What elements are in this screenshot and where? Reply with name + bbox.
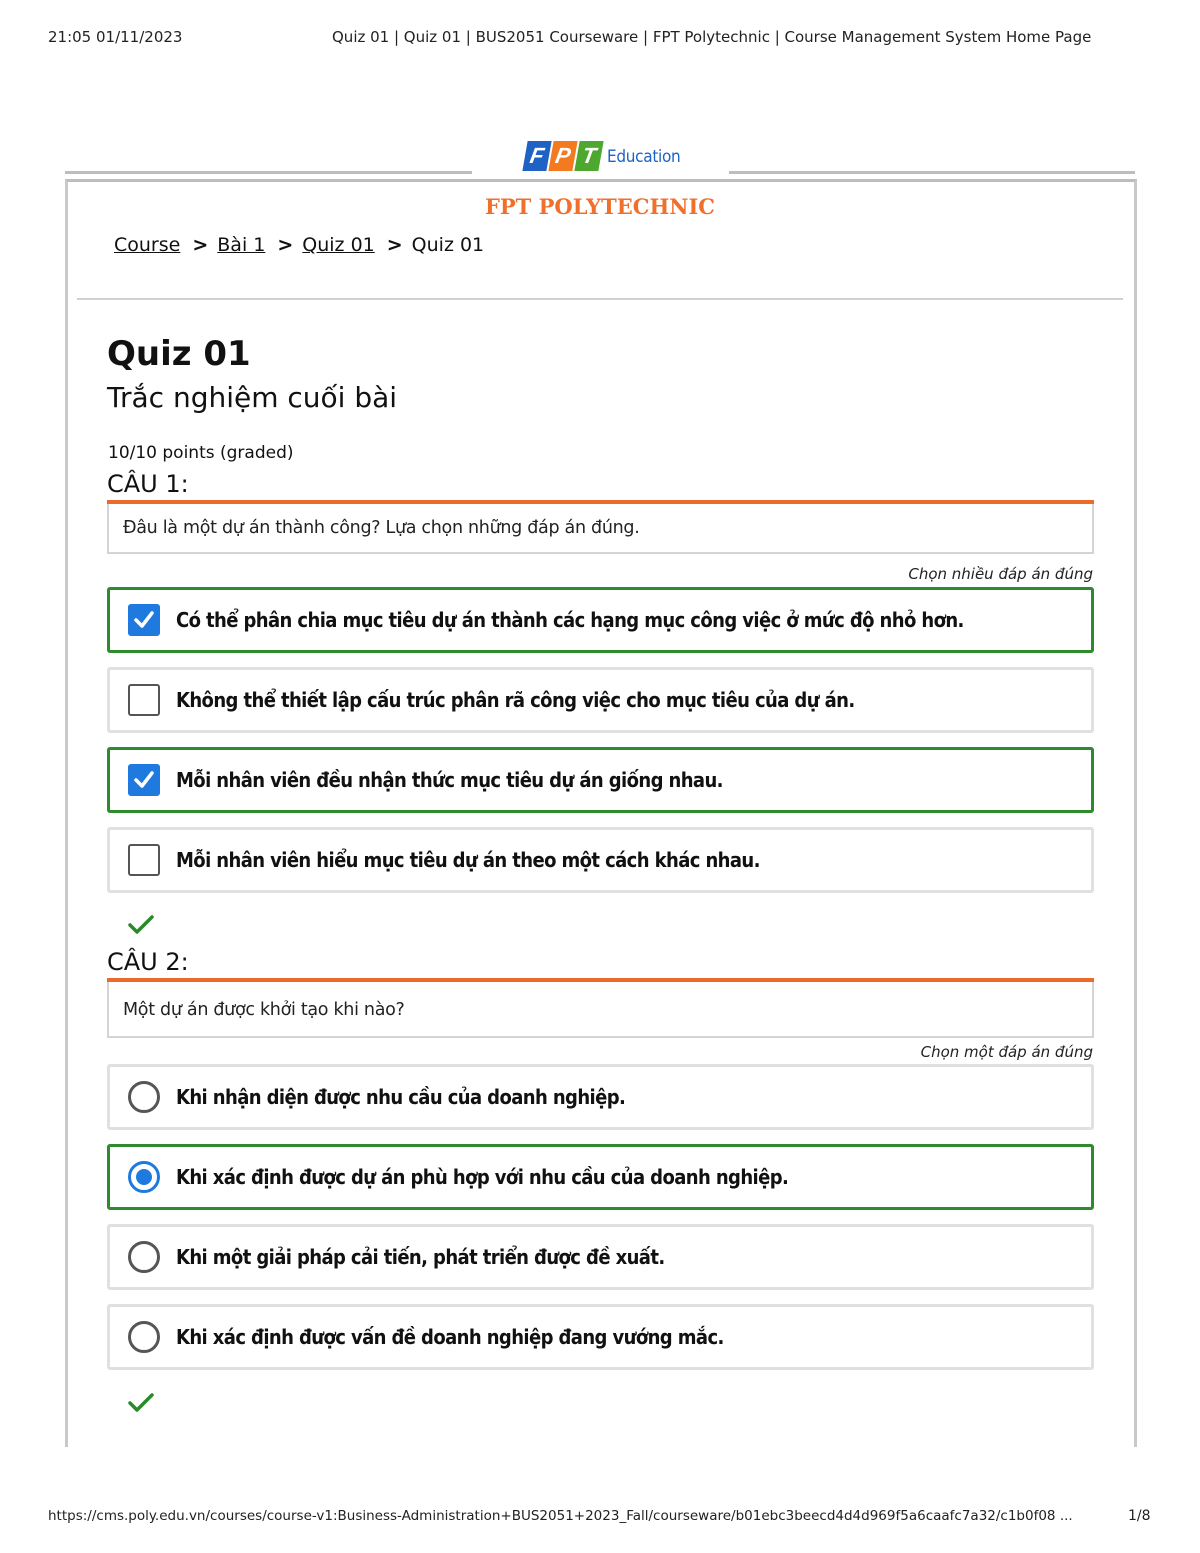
question-1-text: Đâu là một dự án thành công? Lựa chọn những đáp án đúng. bbox=[107, 504, 1094, 554]
option-label: Có thể phân chia mục tiêu dự án thành các hạng mục công việc ở mức độ nhỏ hơn. bbox=[176, 608, 964, 632]
option-label: Khi xác định được dự án phù hợp với nhu cầu của doanh nghiệp. bbox=[176, 1165, 789, 1189]
logo-letter-t: T bbox=[574, 141, 603, 171]
check-icon bbox=[128, 914, 154, 936]
chevron-right-icon: > bbox=[386, 234, 403, 256]
question-1-option-2[interactable] bbox=[107, 667, 1094, 733]
breadcrumb-link-course[interactable]: Course bbox=[114, 234, 181, 256]
chevron-right-icon: > bbox=[192, 234, 209, 256]
brand-name: FPT POLYTECHNIC bbox=[484, 194, 716, 219]
breadcrumb bbox=[114, 234, 484, 256]
breadcrumb-current: Quiz 01 bbox=[411, 234, 485, 256]
option-label: Mỗi nhân viên hiểu mục tiêu dự án theo một cách khác nhau. bbox=[176, 848, 760, 872]
checkbox-unchecked[interactable] bbox=[128, 684, 160, 716]
chevron-right-icon: > bbox=[277, 234, 294, 256]
question-2-label: CÂU 2: bbox=[107, 948, 189, 976]
checkmark-icon bbox=[133, 769, 155, 791]
question-2-option-2[interactable] bbox=[107, 1144, 1094, 1210]
print-url: https://cms.poly.edu.vn/courses/course-v1:Business-Administration+BUS2051+2023_Fall/courseware/b01ebc3beecd4d4d969f5a6caafc7a32/c1b0f08 ... bbox=[48, 1508, 1073, 1524]
option-label: Khi nhận diện được nhu cầu của doanh nghiệp. bbox=[176, 1085, 626, 1109]
logo-suffix: Education bbox=[607, 147, 681, 167]
question-1-option-3[interactable] bbox=[107, 747, 1094, 813]
question-2-option-1[interactable] bbox=[107, 1064, 1094, 1130]
breadcrumb-link-quiz[interactable]: Quiz 01 bbox=[302, 234, 375, 256]
option-label: Không thể thiết lập cấu trúc phân rã công việc cho mục tiêu của dự án. bbox=[176, 688, 855, 712]
radio-unselected[interactable] bbox=[128, 1321, 160, 1353]
checkbox-unchecked[interactable] bbox=[128, 844, 160, 876]
page-subtitle: Trắc nghiệm cuối bài bbox=[107, 381, 398, 414]
question-2-text: Một dự án được khởi tạo khi nào? bbox=[107, 982, 1094, 1038]
logo-letter-p: P bbox=[548, 141, 577, 171]
question-1-hint: Chọn nhiều đáp án đúng bbox=[908, 565, 1093, 583]
radio-selected[interactable] bbox=[128, 1161, 160, 1193]
option-label: Mỗi nhân viên đều nhận thức mục tiêu dự án giống nhau. bbox=[176, 768, 723, 792]
question-2-option-4[interactable] bbox=[107, 1304, 1094, 1370]
option-label: Khi xác định được vấn đề doanh nghiệp đang vướng mắc. bbox=[176, 1325, 724, 1349]
radio-unselected[interactable] bbox=[128, 1081, 160, 1113]
checkbox-checked[interactable] bbox=[128, 604, 160, 636]
checkbox-checked[interactable] bbox=[128, 764, 160, 796]
print-page-title: Quiz 01 | Quiz 01 | BUS2051 Courseware | FPT Polytechnic | Course Management System Home Page bbox=[332, 28, 1092, 46]
header-rule-right bbox=[729, 171, 1135, 174]
question-1-option-1[interactable] bbox=[107, 587, 1094, 653]
breadcrumb-link-lesson[interactable]: Bài 1 bbox=[217, 234, 266, 256]
question-2-option-3[interactable] bbox=[107, 1224, 1094, 1290]
checkmark-icon bbox=[133, 609, 155, 631]
option-label: Khi một giải pháp cải tiến, phát triển được đề xuất. bbox=[176, 1245, 665, 1269]
check-icon bbox=[128, 1392, 154, 1414]
page-title: Quiz 01 bbox=[107, 334, 251, 374]
points-status: 10/10 points (graded) bbox=[108, 443, 294, 463]
logo-letter-f: F bbox=[522, 141, 551, 171]
print-page-number: 1/8 bbox=[1128, 1508, 1151, 1524]
question-1-option-4[interactable] bbox=[107, 827, 1094, 893]
question-2-hint: Chọn một đáp án đúng bbox=[920, 1043, 1093, 1061]
print-datetime: 21:05 01/11/2023 bbox=[48, 28, 183, 46]
question-1-label: CÂU 1: bbox=[107, 470, 189, 498]
header-rule-left bbox=[65, 171, 472, 174]
radio-unselected[interactable] bbox=[128, 1241, 160, 1273]
divider bbox=[77, 298, 1123, 300]
